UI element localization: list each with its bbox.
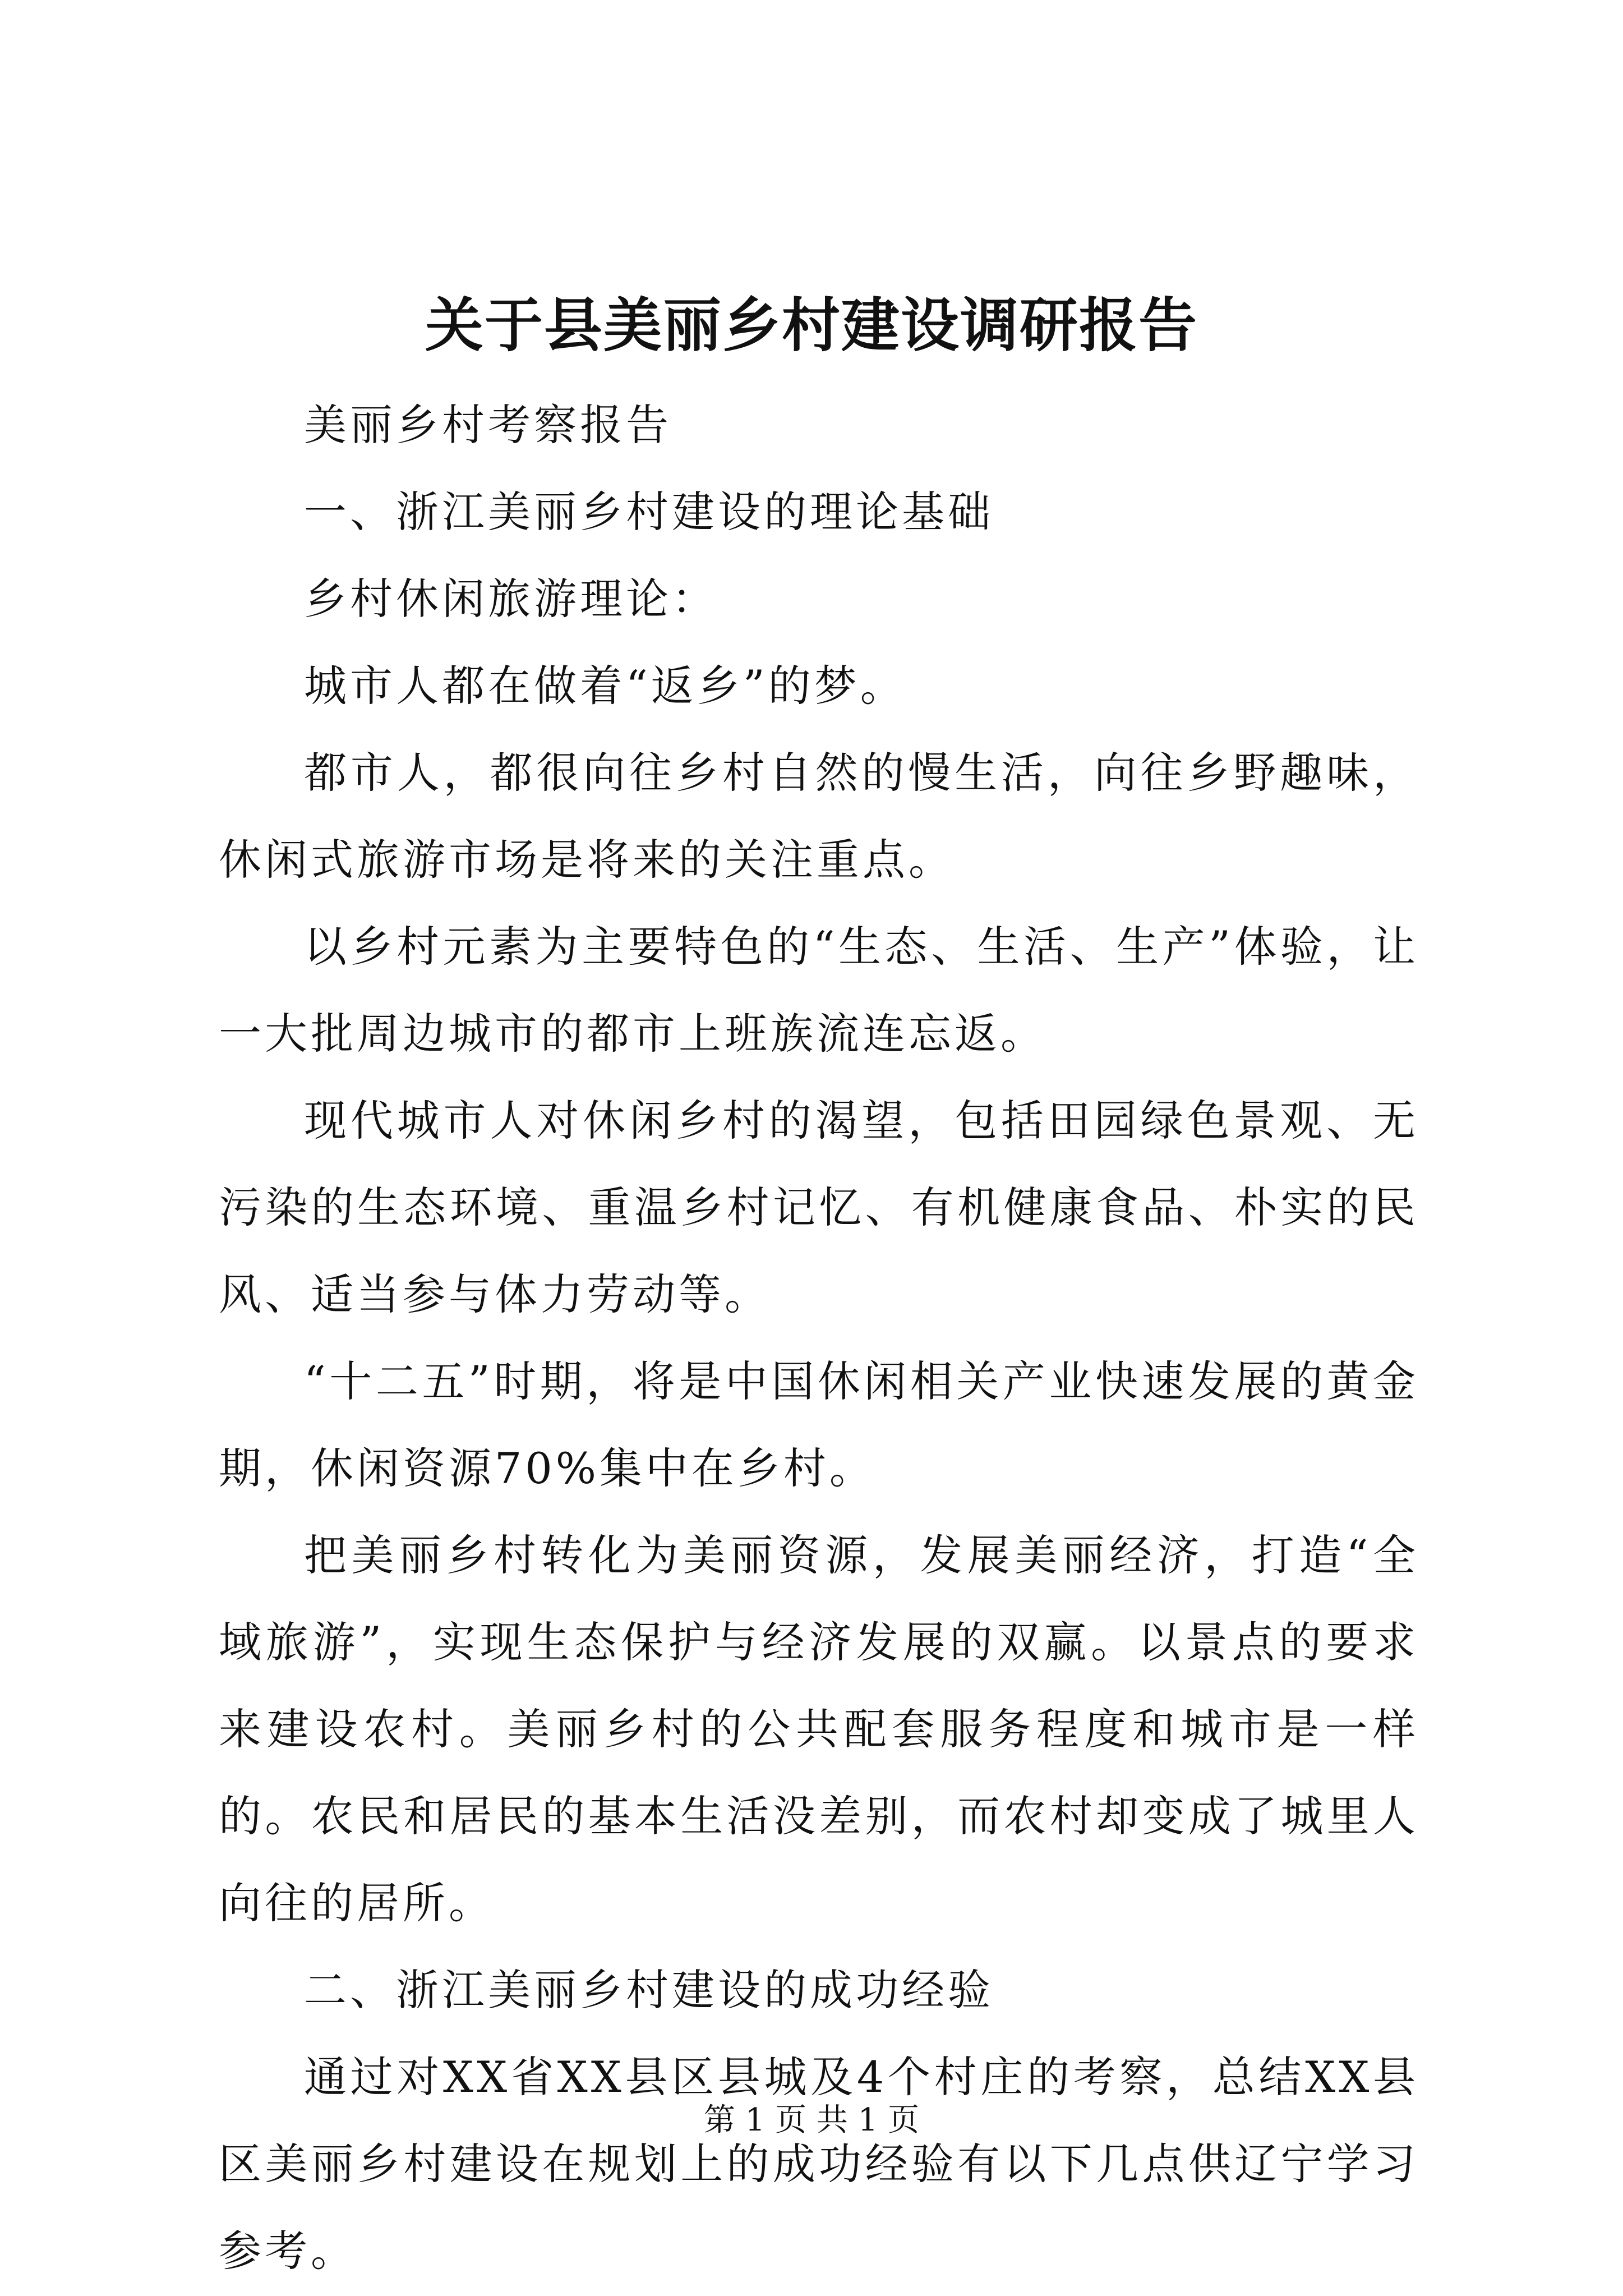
page-number-footer: 第 1 页 共 1 页 [703, 2102, 920, 2138]
paragraph: 都市人，都很向往乡村自然的慢生活，向往乡野趣味，休闲式旅游市场是将来的关注重点。 [219, 748, 1419, 885]
paragraph: 通过对XX省XX县区县城及4个村庄的考察，总结XX县区美丽乡村建设在规划上的成功经验有以下几点供辽宁学习参考。 [219, 2052, 1419, 2276]
document-body [219, 381, 1419, 2294]
document-title: 关于县美丽乡村建设调研报告 [425, 291, 1198, 360]
paragraph: 以乡村元素为主要特色的“生态、生活、生产”体验，让一大批周边城市的都市上班族流连忘返。 [219, 922, 1419, 1059]
section-heading: 一、浙江美丽乡村建设的理论基础 [304, 487, 994, 537]
paragraph: 把美丽乡村转化为美丽资源，发展美丽经济，打造“全域旅游”，实现生态保护与经济发展的双赢。以景点的要求来建设农村。美丽乡村的公共配套服务程度和城市是一样的。农民和居民的基本生活没差别，而农村却变成了城里人向往的居所。 [219, 1530, 1419, 1928]
paragraph: 乡村休闲旅游理论： [304, 574, 718, 624]
paragraph: 美丽乡村考察报告 [304, 400, 672, 450]
paragraph: 现代城市人对休闲乡村的渴望，包括田园绿色景观、无污染的生态环境、重温乡村记忆、有机健康食品、朴实的民风、适当参与体力劳动等。 [219, 1096, 1419, 1319]
paragraph: “十二五”时期，将是中国休闲相关产业快速发展的黄金期，休闲资源70%集中在乡村。 [219, 1356, 1419, 1493]
paragraph: 城市人都在做着“返乡”的梦。 [304, 661, 906, 711]
section-heading: 二、浙江美丽乡村建设的成功经验 [304, 1965, 994, 2015]
